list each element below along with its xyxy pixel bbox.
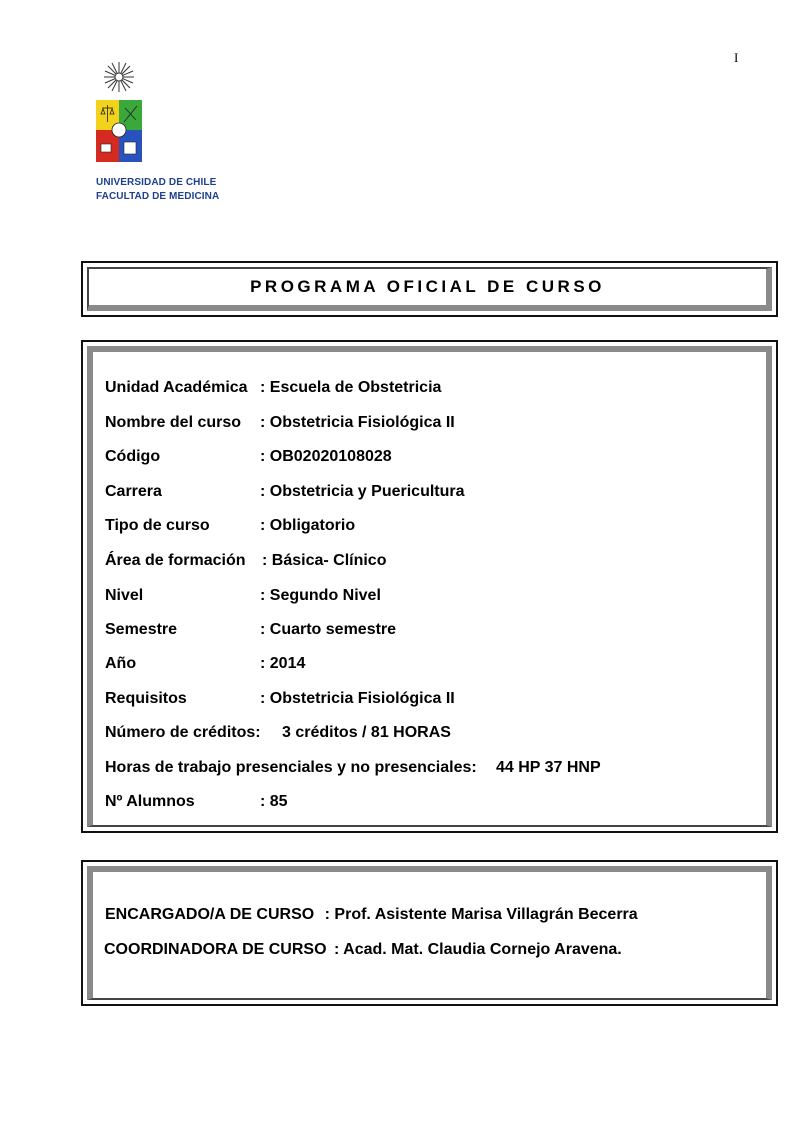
field-carrera-value: : Obstetricia y Puericultura — [260, 483, 465, 500]
staff-encargado — [105, 906, 638, 924]
title-box — [81, 261, 778, 317]
field-requisitos-label: Requisitos — [105, 690, 187, 707]
staff-coordinadora-label: COORDINADORA DE CURSO — [104, 941, 327, 958]
field-carrera — [105, 482, 465, 502]
field-nivel-label: Nivel — [105, 587, 144, 604]
field-carrera-label: Carrera — [105, 483, 162, 500]
field-nombre — [105, 413, 455, 433]
field-codigo-label: Código — [105, 448, 161, 465]
field-nivel-value: : Segundo Nivel — [260, 587, 381, 604]
field-unidad — [105, 378, 442, 398]
field-horas-value: 44 HP 37 HNP — [496, 759, 601, 776]
page-title: PROGRAMA OFICIAL DE CURSO — [250, 277, 605, 296]
field-area-label: Área de formación — [105, 552, 246, 569]
field-unidad-label: Unidad Académica — [105, 379, 248, 396]
field-unidad-value: : Escuela de Obstetricia — [260, 379, 442, 396]
field-alumnos — [105, 792, 288, 812]
field-nivel — [105, 586, 381, 606]
star-emblem-icon — [104, 62, 134, 92]
staff-encargado-value: : Prof. Asistente Marisa Villagrán Becerra — [324, 906, 638, 923]
field-requisitos-value: : Obstetricia Fisiológica II — [260, 690, 455, 707]
field-nombre-value: : Obstetricia Fisiológica II — [260, 414, 455, 431]
field-anio-label: Año — [105, 655, 137, 672]
field-creditos-value: 3 créditos / 81 HORAS — [282, 724, 451, 741]
field-area — [105, 551, 387, 571]
field-semestre-label: Semestre — [105, 621, 178, 638]
field-horas — [105, 758, 601, 778]
staff-coordinadora — [104, 941, 622, 959]
field-semestre-value: : Cuarto semestre — [260, 621, 397, 638]
page-number: I — [734, 50, 739, 65]
field-creditos-label: Número de créditos: — [105, 724, 261, 741]
staff-coordinadora-value: : Acad. Mat. Claudia Cornejo Aravena. — [333, 941, 622, 958]
field-horas-label: Horas de trabajo presenciales y no presenciales: — [105, 759, 477, 776]
field-codigo — [105, 447, 392, 467]
field-tipo — [105, 516, 356, 536]
field-nombre-label: Nombre del curso — [105, 414, 242, 431]
faculty-name: FACULTAD DE MEDICINA — [96, 191, 220, 202]
field-semestre — [105, 620, 397, 640]
field-codigo-value: : OB02020108028 — [260, 448, 392, 465]
field-anio — [105, 654, 306, 674]
field-requisitos — [105, 689, 455, 709]
field-tipo-value: : Obligatorio — [260, 517, 356, 534]
staff-box — [81, 860, 778, 1006]
field-creditos — [105, 723, 451, 743]
staff-encargado-label: ENCARGADO/A DE CURSO — [105, 906, 315, 923]
field-tipo-label: Tipo de curso — [105, 517, 210, 534]
university-name: UNIVERSIDAD DE CHILE — [96, 177, 217, 188]
field-anio-value: : 2014 — [260, 655, 306, 672]
university-crest-logo — [92, 58, 146, 168]
field-alumnos-value: : 85 — [260, 793, 288, 810]
field-area-value: : Básica- Clínico — [262, 552, 387, 569]
field-alumnos-label: Nº Alumnos — [105, 793, 195, 810]
